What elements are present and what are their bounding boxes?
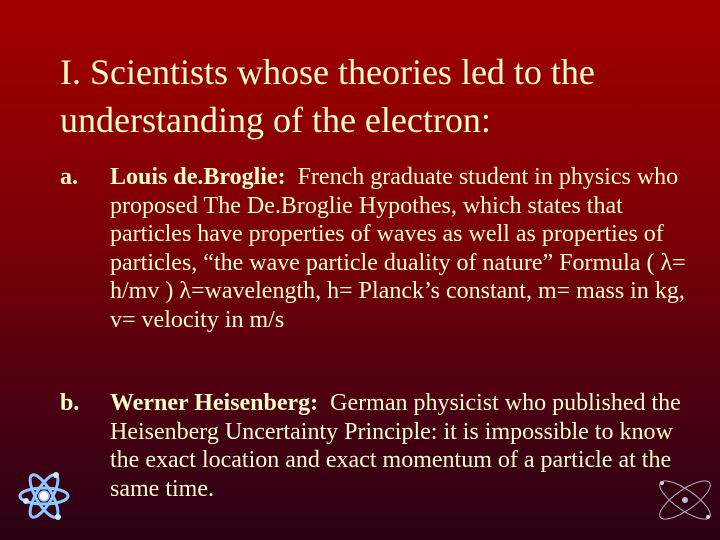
list-item (60, 389, 700, 503)
list-item-body (110, 389, 700, 503)
list-marker: a. (60, 164, 78, 190)
list-item (60, 163, 700, 334)
list-marker: b. (60, 390, 80, 416)
scientist-name: Louis de.Broglie: (110, 164, 286, 190)
orbit-icon (640, 455, 720, 540)
scientist-name: Werner Heisenberg: (110, 390, 319, 416)
scientist-description: German physicist who published the Heisenberg Uncertainty Principle: it is impossible to know the exact location and exact momentum of a particle at the same time. (110, 390, 681, 502)
slide-title: I. Scientists whose theories led to the understanding of the electron: (60, 52, 595, 140)
scientist-description: French graduate student in physics who proposed The De.Broglie Hypothes, which states that particles have properties of waves as well as properties of particles, “the wave particle duality of nature” Formula ( λ= h/mv ) λ=wavelength, h= Planck’s constant, m= mass in kg, v= velocity in m/s (110, 164, 686, 333)
list-item-body (110, 163, 700, 334)
atom-icon (18, 465, 70, 527)
